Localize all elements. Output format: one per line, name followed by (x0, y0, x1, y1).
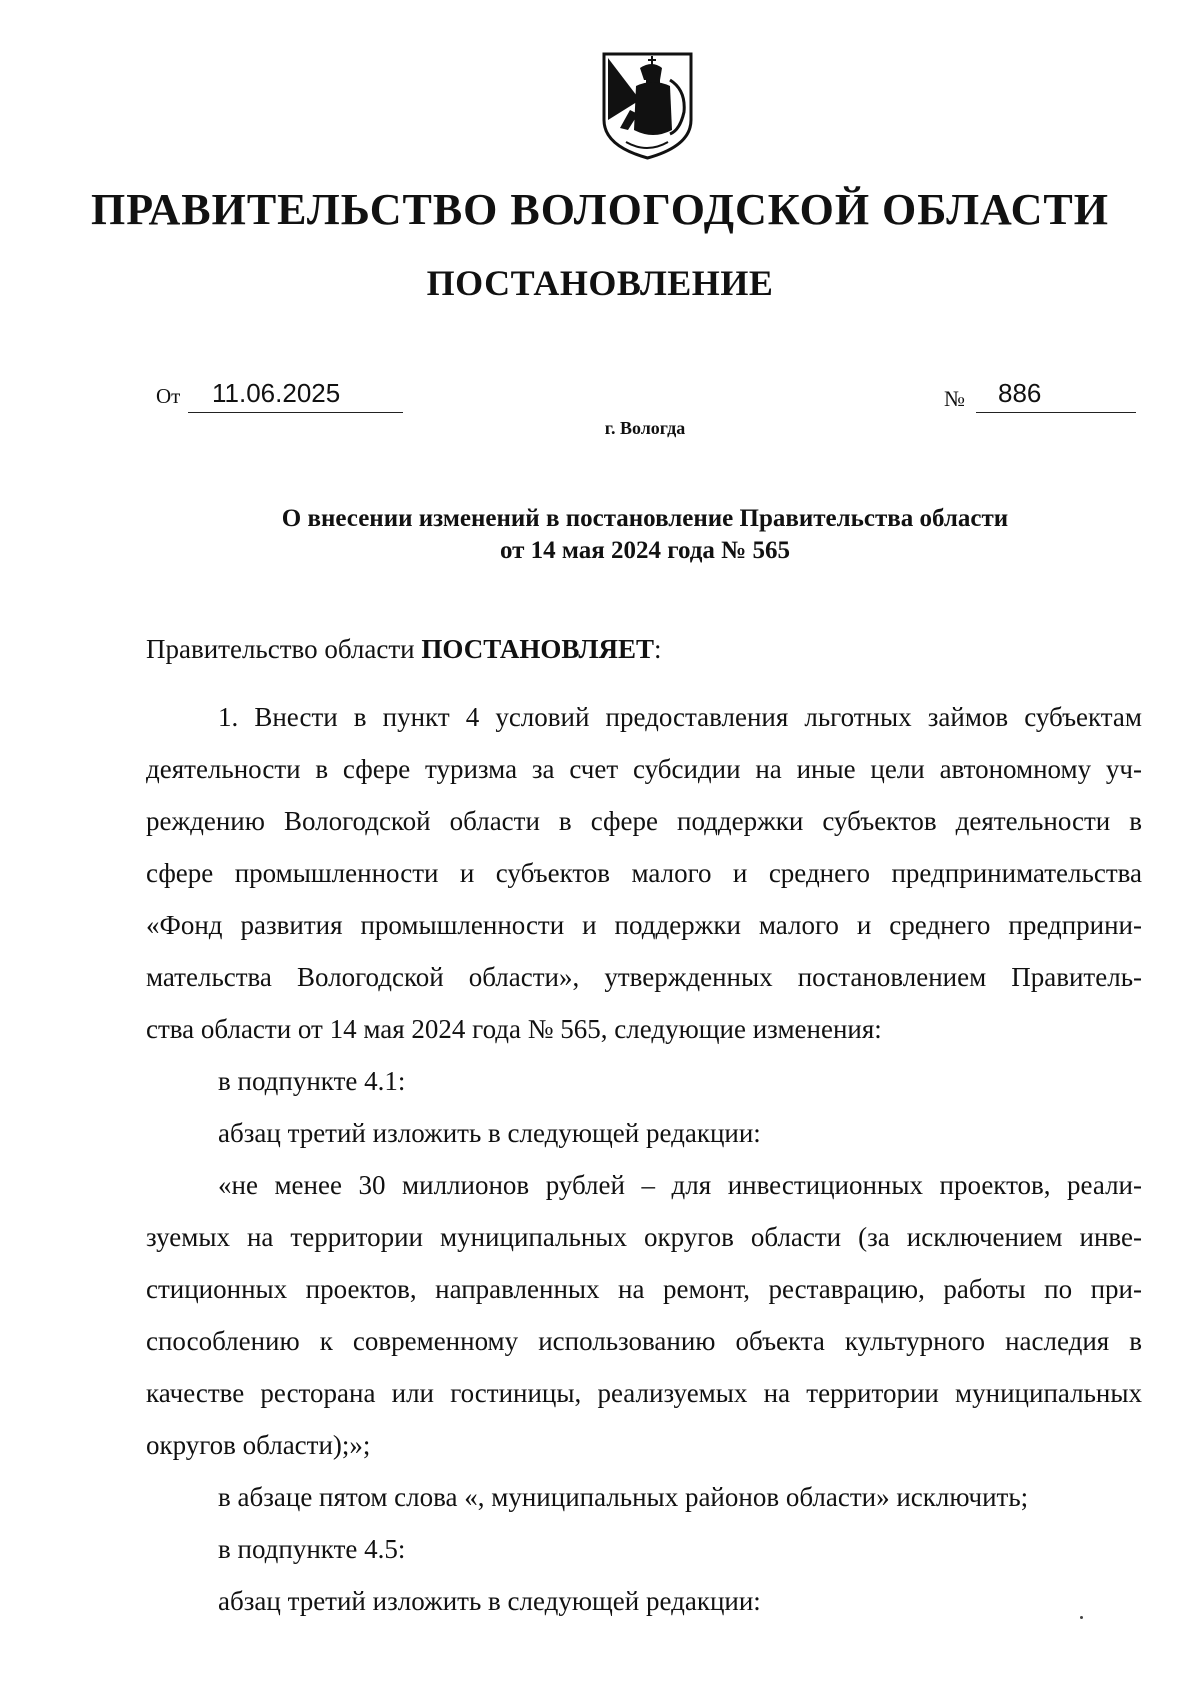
document-number: 886 (976, 378, 1136, 413)
quote-line: качестве ресторана или гостиницы, реализуемых на территории муниципальных (146, 1378, 1142, 1408)
quote-line: стиционных проектов, направленных на ремонт, реставрацию, работы по при- (146, 1274, 1142, 1304)
quote-line: способлению к современному использованию объекта культурного наследия в (146, 1326, 1142, 1356)
coat-of-arms-icon (600, 50, 695, 162)
intro-colon: : (653, 634, 662, 664)
number-sign: № (944, 386, 965, 411)
subject-line-2: от 14 мая 2024 года № 565 (499, 537, 791, 564)
date-prefix: От (156, 384, 181, 408)
subject-line-1: О внесении изменений в постановление Правительства области (281, 505, 1009, 532)
city-label: г. Вологда (604, 418, 686, 438)
paragraph-line: деятельности в сфере туризма за счет субсидии на иные цели автономному уч- (146, 754, 1142, 784)
item-line: абзац третий изложить в следующей редакции: (218, 1118, 761, 1148)
intro-line (146, 634, 662, 665)
quote-line: округов области);»; (146, 1430, 371, 1460)
paragraph-line: ства области от 14 мая 2024 года № 565, следующие изменения: (146, 1014, 882, 1044)
tail-line: в подпункте 4.5: (218, 1534, 406, 1564)
tail-line: абзац третий изложить в следующей редакции: (218, 1586, 761, 1616)
tail-line: в абзаце пятом слова «, муниципальных районов области» исключить; (218, 1482, 1029, 1512)
scan-speck (1080, 1616, 1083, 1619)
document-subject (0, 503, 1200, 567)
intro-text: Правительство области (146, 634, 422, 664)
document-kind: ПОСТАНОВЛЕНИЕ (426, 263, 774, 303)
quote-line: «не менее 30 миллионов рублей – для инвестиционных проектов, реали- (218, 1170, 1142, 1200)
intro-bold: ПОСТАНОВЛЯЕТ (421, 634, 654, 664)
paragraph-line: 1. Внести в пункт 4 условий предоставления льготных займов субъектам (218, 702, 1142, 732)
paragraph-line: мательства Вологодской области», утвержденных постановлением Правитель- (146, 962, 1142, 992)
government-title: ПРАВИТЕЛЬСТВО ВОЛОГОДСКОЙ ОБЛАСТИ (91, 185, 1109, 234)
paragraph-line: реждению Вологодской области в сфере поддержки субъектов деятельности в (146, 806, 1142, 836)
item-line: в подпункте 4.1: (218, 1066, 406, 1096)
paragraph-line: «Фонд развития промышленности и поддержки малого и среднего предприни- (146, 910, 1142, 940)
paragraph-line: сфере промышленности и субъектов малого и среднего предпринимательства (146, 858, 1142, 888)
quote-line: зуемых на территории муниципальных округов области (за исключением инве- (146, 1222, 1142, 1252)
document-date: 11.06.2025 (188, 378, 403, 413)
